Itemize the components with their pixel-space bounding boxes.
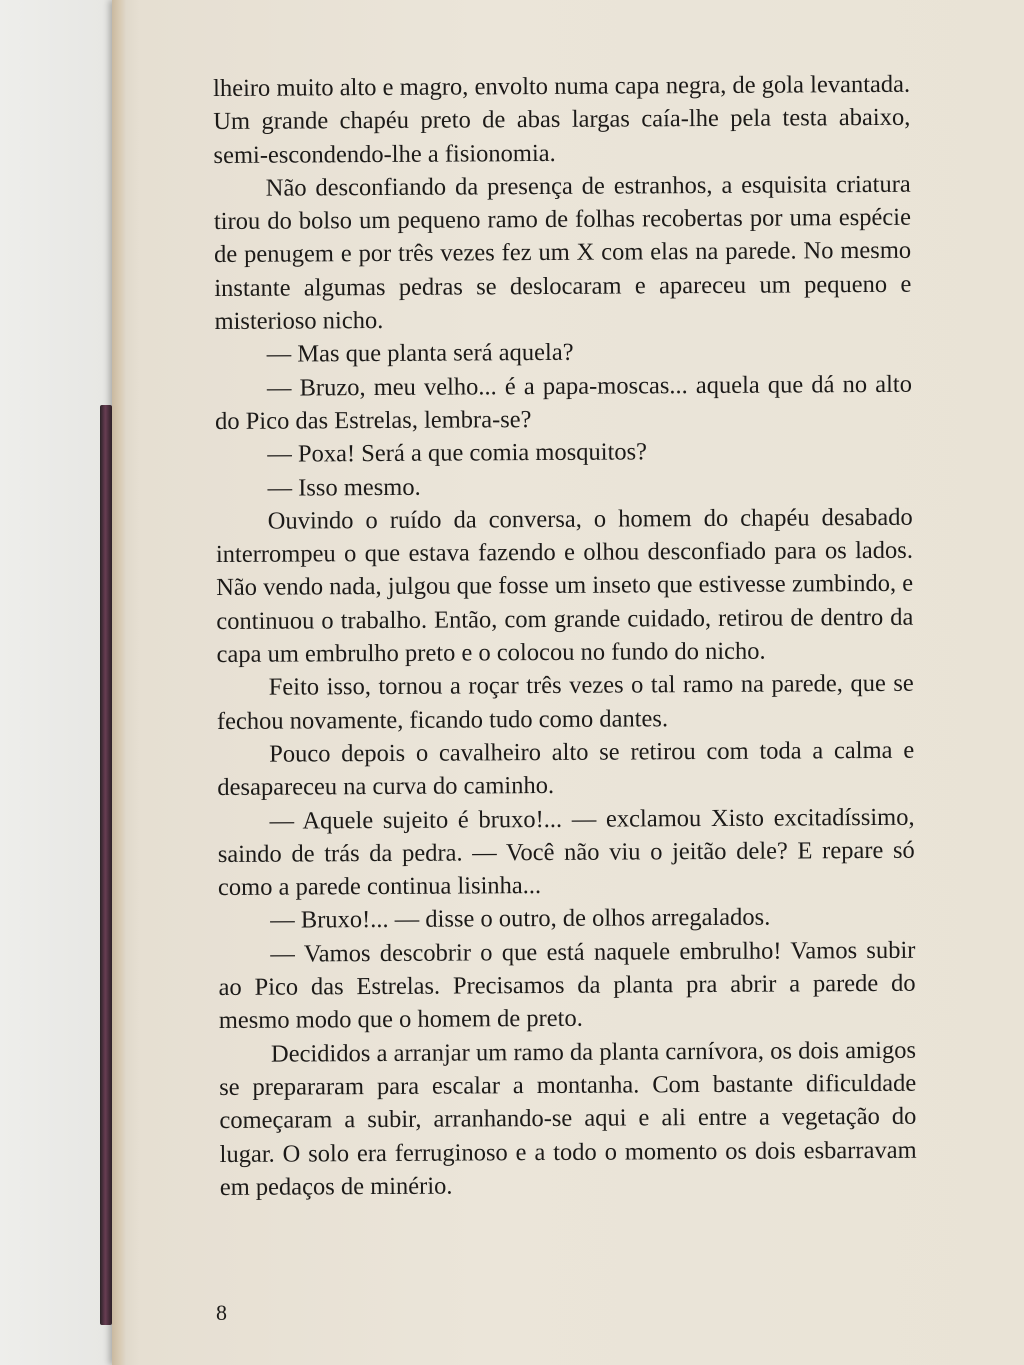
- dialogue-line: — Vamos descobrir o que está naquele embrulho! Vamos subir ao Pico das Estrelas. Precisamos da planta pra abrir a parede do mesmo modo que o homem de preto.: [218, 936, 916, 1035]
- paragraph: Pouco depois o cavalheiro alto se retirou com toda a calma e desapareceu na curva do caminho.: [217, 736, 915, 802]
- dialogue-line: — Aquele sujeito é bruxo!... — exclamou Xisto excitadíssimo, saindo de trás da pedra. — Você não viu o jeitão dele? E repare só como a parede continua lisinha...: [217, 803, 915, 902]
- paragraph: Não desconfiando da presença de estranhos, a esquisita criatura tirou do bolso um pequeno ramo de folhas recobertas por uma espécie de penugem e por três vezes fez um X com elas na parede. No mesmo instante algumas pedras se deslocaram e apareceu um pequeno e misterioso nicho.: [213, 170, 912, 336]
- paragraph: Decididos a arranjar um ramo da planta carnívora, os dois amigos se prepararam para escalar a montanha. Com bastante dificuldade começaram a subir, arranhando-se aqui e ali entre a vegetação do lugar. O solo era ferruginoso e a todo o momento os dois esbarravam em pedaços de minério.: [219, 1036, 917, 1201]
- dialogue-line: — Bruxo!... — disse o outro, de olhos arregalados.: [270, 904, 771, 935]
- paragraph: Feito isso, tornou a roçar três vezes o tal ramo na parede, que se fechou novamente, ficando tudo como dantes.: [216, 670, 914, 735]
- page-text: [213, 68, 917, 1282]
- dialogue-line: — Poxa! Será a que comia mosquitos?: [267, 438, 648, 468]
- dialogue-line: — Bruzo, meu velho... é a papa-moscas... aquela que dá no alto do Pico das Estrelas, lembra-se?: [215, 370, 913, 435]
- paragraph: lheiro muito alto e magro, envolto numa capa negra, de gola levantada. Um grande chapéu preto de abas largas caía-lhe pela testa abaixo, semi-escondendo-lhe a fisionomia.: [213, 70, 911, 169]
- dialogue-line: — Isso mesmo.: [267, 473, 421, 502]
- paragraph: Ouvindo o ruído da conversa, o homem do chapéu desabado interrompeu o que estava fazendo e olhou desconfiado para os lados. Não vendo nada, julgou que fosse um inseto que estivesse zumbindo, e continuou o trabalho. Então, com grande cuidado, retirou de dentro da capa um embrulho preto e o colocou no fundo do nicho.: [215, 503, 914, 669]
- page-number: 8: [216, 1300, 227, 1325]
- page-edge: [112, 0, 126, 1365]
- book-spine: [100, 405, 112, 1325]
- dialogue-line: — Mas que planta será aquela?: [266, 339, 574, 369]
